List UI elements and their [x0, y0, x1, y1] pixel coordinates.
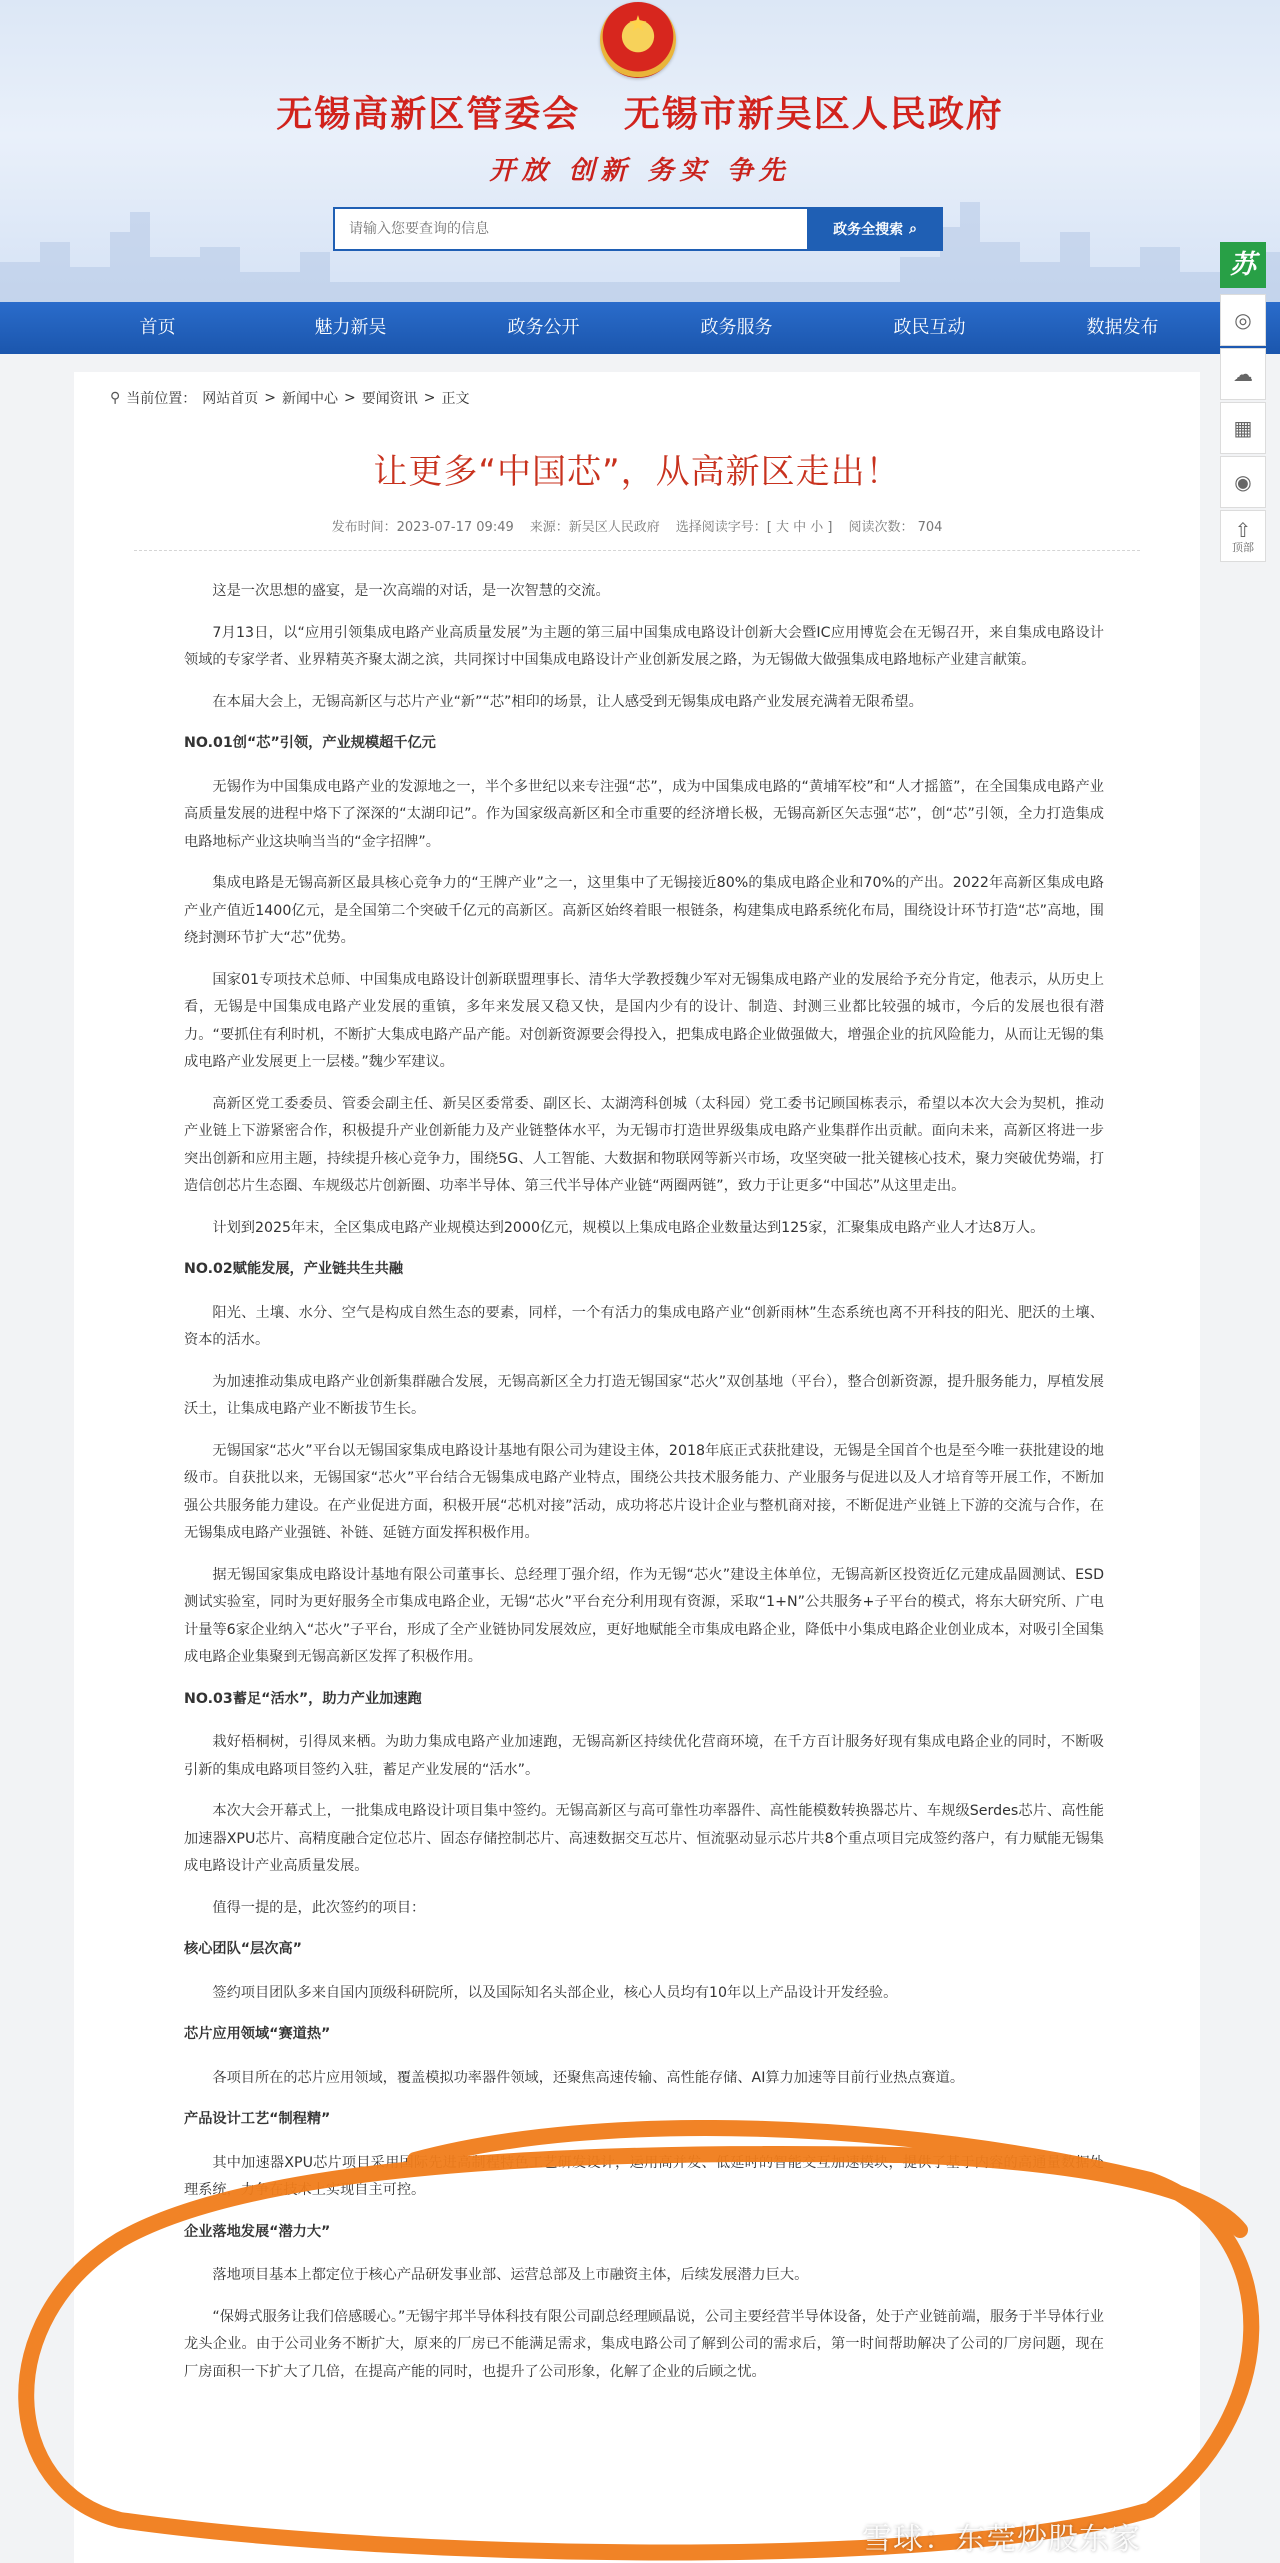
section-heading: 企业落地发展“潜力大”	[184, 2223, 331, 2240]
article-paragraph: 落地项目基本上都定位于核心产品研发事业部、运营总部及上市融资主体，后续发展潜力巨大。	[212, 2267, 809, 2283]
wechat-icon: ☁	[1233, 362, 1253, 386]
breadcrumb-separator: >	[423, 390, 436, 406]
article-paragraph: 栽好梧桐树，引得凤来栖。为助力集成电路产业加速跑，无锡高新区持续优化营商环境，在千方百计服务好现有集成电路企业的同时，不断吸引新的集成电路项目签约入驻，蓄足产业发展的“活水”。	[184, 1734, 1104, 1778]
article-paragraph: 这是一次思想的盛宴，是一次高端的对话，是一次智慧的交流。	[212, 583, 610, 599]
nav-item-data-release[interactable]: 数据发布	[1086, 317, 1159, 338]
xueqiu-watermark: 雪球：东莞炒股东家	[862, 2522, 1141, 2557]
font-size-selector[interactable]: 选择阅读字号：[ 大 中 小 ]	[675, 520, 833, 535]
article-paragraph: 7月13日，以“应用引领集成电路产业高质量发展”为主题的第三届中国集成电路设计创新大会暨IC应用博览会在无锡召开，来自集成电路设计领域的专家学者、业界精英齐聚太湖之滨，共同探讨中国集成电路设计产业创新发展之路，为无锡做大做强集成电路地标产业建言献策。	[184, 624, 1104, 668]
national-emblem-icon: ★	[600, 2, 676, 78]
main-nav	[0, 302, 1280, 354]
back-to-top-button[interactable]	[1220, 510, 1266, 562]
article-paragraph: 无锡作为中国集成电路产业的发源地之一，半个多世纪以来专注强“芯”，成为中国集成电路的“黄埔军校”和“人才摇篮”，在全国集成电路产业高质量发展的进程中烙下了深深的“太湖印记”。作为国家级高新区和全市重要的经济增长极，无锡高新区矢志强“芯”，创“芯”引领，全力打造集成电路地标产业这块响当当的“金字招牌”。	[184, 778, 1104, 850]
meta-divider	[134, 550, 1140, 551]
nav-item-charm-xinwu[interactable]: 魅力新吴	[314, 317, 387, 338]
article-paragraph: 各项目所在的芯片应用领域，覆盖模拟功率器件领域，还聚焦高速传输、高性能存储、AI算力加速等目前行业热点赛道。	[212, 2069, 965, 2086]
site-title: 无锡高新区管委会 无锡市新吴区人民政府	[276, 93, 1004, 135]
section-heading: 核心团队“层次高”	[184, 1941, 302, 1957]
qrcode-icon: ▦	[1233, 416, 1253, 440]
article-card	[74, 372, 1200, 2563]
qrcode-button[interactable]	[1220, 402, 1266, 454]
article-paragraph: 无锡国家“芯火”平台以无锡国家集成电路设计基地有限公司为建设主体，2018年底正式获批建设，无锡是全国首个也是至今唯一获批建设的地级市。自获批以来，无锡国家“芯火”平台结合无锡集成电路产业特点，围绕公共技术服务能力、产业服务与促进以及人才培育等开展工作，不断加强公共服务能力建设。在产业促进方面，积极开展“芯机对接”活动，成功将芯片设计企业与整机商对接，不断促进产业链上下游的交流与合作，在无锡集成电路产业强链、补链、延链方面发挥积极作用。	[184, 1442, 1104, 1541]
article-paragraph: “保姆式服务让我们倍感暖心。”无锡宇邦半导体科技有限公司副总经理顾晶说，公司主要经营半导体设备，处于产业链前端，服务于半导体行业龙头企业。由于公司业务不断扩大，原来的厂房已不能满足需求，集成电路公司了解到公司的需求后，第一时间帮助解决了公司的厂房问题，现在厂房面积一下扩大了几倍，在提高产能的同时，也提升了公司形象，化解了企业的后顾之忧。	[184, 2308, 1104, 2380]
search-input[interactable]	[347, 209, 791, 249]
view-count: 阅读次数： 704	[848, 520, 943, 535]
breadcrumb-news-center[interactable]: 新闻中心	[282, 391, 338, 407]
eye-icon: ◉	[1234, 470, 1252, 494]
section-heading: 产品设计工艺“制程精”	[184, 2111, 331, 2127]
article-paragraph: 值得一提的是，此次签约的项目：	[212, 1899, 426, 1916]
article-paragraph: 其中加速器XPU芯片项目采用国际先进高制程特色工艺研发设计，运用高并发、低延时的智能交互加速模块，提供了基于内容的高通量数据处理系统，力争在技术上实现自主可控。	[184, 2154, 1104, 2198]
article-paragraph: 高新区党工委委员、管委会副主任、新吴区委常委、副区长、太湖湾科创城（太科园）党工委书记顾国栋表示，希望以本次大会为契机，推动产业链上下游紧密合作，积极提升产业创新能力及产业链整体水平，为无锡市打造世界级集成电路产业集群作出贡献。面向未来，高新区将进一步突出创新和应用主题，持续提升核心竞争力，围绕5G、人工智能、大数据和物联网等新兴市场，攻坚突破一批关键核心技术，聚力突破优势端，打造信创芯片生态圈、车规级芯片创新圈、功率半导体、第三代半导体产业链“两圈两链”，致力于让更多“中国芯”从这里走出。	[184, 1095, 1104, 1194]
section-heading: NO.03蓄足“活水”，助力产业加速跑	[184, 1690, 422, 1707]
breadcrumb-separator: >	[264, 390, 276, 406]
search-button-label: 政务全搜索	[833, 222, 904, 238]
breadcrumb-separator: >	[344, 390, 356, 406]
floating-sidebar	[1220, 242, 1268, 564]
search-box	[333, 207, 807, 251]
back-to-top-label: 顶部	[1232, 541, 1254, 554]
breadcrumb	[110, 388, 469, 408]
location-pin-icon: ⚲	[110, 390, 121, 406]
weibo-icon: ◎	[1234, 308, 1252, 332]
search-button[interactable]	[807, 207, 943, 251]
search-icon: ⌕	[909, 221, 917, 237]
breadcrumb-news[interactable]: 要闻资讯	[361, 391, 418, 407]
accessibility-button[interactable]	[1220, 456, 1266, 508]
arrow-up-icon: ⇧	[1234, 518, 1252, 542]
jiangsu-badge[interactable]: 苏	[1220, 242, 1266, 288]
breadcrumb-prefix: 当前位置：	[126, 391, 197, 407]
article-paragraph: 本次大会开幕式上，一批集成电路设计项目集中签约。无锡高新区与高可靠性功率器件、高性能模数转换器芯片、车规级Serdes芯片、高性能加速器XPU芯片、高精度融合定位芯片、固态存储控制芯片、高速数据交互芯片、恒流驱动显示芯片共8个重点项目完成签约落户，有力赋能无锡集成电路设计产业高质量发展。	[184, 1803, 1104, 1874]
article-paragraph: 据无锡国家集成电路设计基地有限公司董事长、总经理丁强介绍，作为无锡“芯火”建设主体单位，无锡高新区投资近亿元建成晶圆测试、ESD测试实验室，同时为更好服务全市集成电路企业，无锡“芯火”平台充分利用现有资源，采取“1+N”公共服务+子平台的模式，将东大研究所、广电计量等6家企业纳入“芯火”子平台，形成了全产业链协同发展效应，更好地赋能全市集成电路企业，降低中小集成电路企业创业成本，对吸引全国集成电路企业集聚到无锡高新区发挥了积极作用。	[184, 1566, 1104, 1665]
article-paragraph: 集成电路是无锡高新区最具核心竞争力的“王牌产业”之一，这里集中了无锡接近80%的集成电路企业和70%的产出。2022年高新区集成电路产业产值近1400亿元，是全国第二个突破千亿元的高新区。高新区始终着眼一根链条，构建集成电路系统化布局，围绕设计环节打造“芯”高地，围绕封测环节扩大“芯”优势。	[184, 875, 1104, 946]
nav-item-home[interactable]: 首页	[139, 317, 176, 338]
nav-item-gov-disclosure[interactable]: 政务公开	[507, 317, 580, 338]
article-paragraph: 为加速推动集成电路产业创新集群融合发展，无锡高新区全力打造无锡国家“芯火”双创基地（平台），整合创新资源，提升服务能力，厚植发展沃土，让集成电路产业不断拔节生长。	[184, 1373, 1104, 1417]
article-title: 让更多“中国芯”，从高新区走出！	[373, 452, 901, 492]
article-body	[184, 578, 1104, 2400]
publish-time: 发布时间：2023-07-17 09:49	[331, 520, 514, 535]
nav-item-gov-services[interactable]: 政务服务	[700, 317, 773, 338]
article-paragraph: 在本届大会上，无锡高新区与芯片产业“新”“芯”相印的场景，让人感受到无锡集成电路产业发展充满着无限希望。	[212, 693, 923, 710]
section-heading: NO.02赋能发展，产业链共生共融	[184, 1261, 404, 1277]
article-source: 来源：新吴区人民政府	[529, 520, 660, 535]
article-paragraph: 签约项目团队多来自国内顶级科研院所，以及国际知名头部企业，核心人员均有10年以上产品设计开发经验。	[212, 1984, 898, 2001]
article-paragraph: 阳光、土壤、水分、空气是构成自然生态的要素，同样，一个有活力的集成电路产业“创新雨林”生态系统也离不开科技的阳光、肥沃的土壤、资本的活水。	[184, 1304, 1104, 1348]
site-slogan: 开放 创新 务实 争先	[489, 156, 791, 186]
site-header	[0, 0, 1280, 302]
breadcrumb-home[interactable]: 网站首页	[202, 391, 259, 407]
wechat-button[interactable]	[1220, 348, 1266, 400]
section-heading: NO.01创“芯”引领，产业规模超千亿元	[184, 735, 436, 751]
article-meta	[74, 516, 1200, 535]
weibo-button[interactable]	[1220, 294, 1266, 346]
article-paragraph: 国家01专项技术总师、中国集成电路设计创新联盟理事长、清华大学教授魏少军对无锡集成电路产业的发展给予充分肯定，他表示，从历史上看，无锡是中国集成电路产业发展的重镇，多年来发展又稳又快，是国内少有的设计、制造、封测三业都比较强的城市，今后的发展也很有潜力。“要抓住有利时机，不断扩大集成电路产品产能。对创新资源要会得投入，把集成电路企业做强做大，增强企业的抗风险能力，从而让无锡的集成电路产业发展更上一层楼。”魏少军建议。	[184, 971, 1104, 1070]
section-heading: 芯片应用领域“赛道热”	[184, 2026, 331, 2042]
breadcrumb-current: 正文	[441, 391, 470, 407]
article-paragraph: 计划到2025年末，全区集成电路产业规模达到2000亿元，规模以上集成电路企业数量达到125家，汇聚集成电路产业人才达8万人。	[212, 1219, 1045, 1236]
nav-item-interaction[interactable]: 政民互动	[893, 317, 966, 338]
